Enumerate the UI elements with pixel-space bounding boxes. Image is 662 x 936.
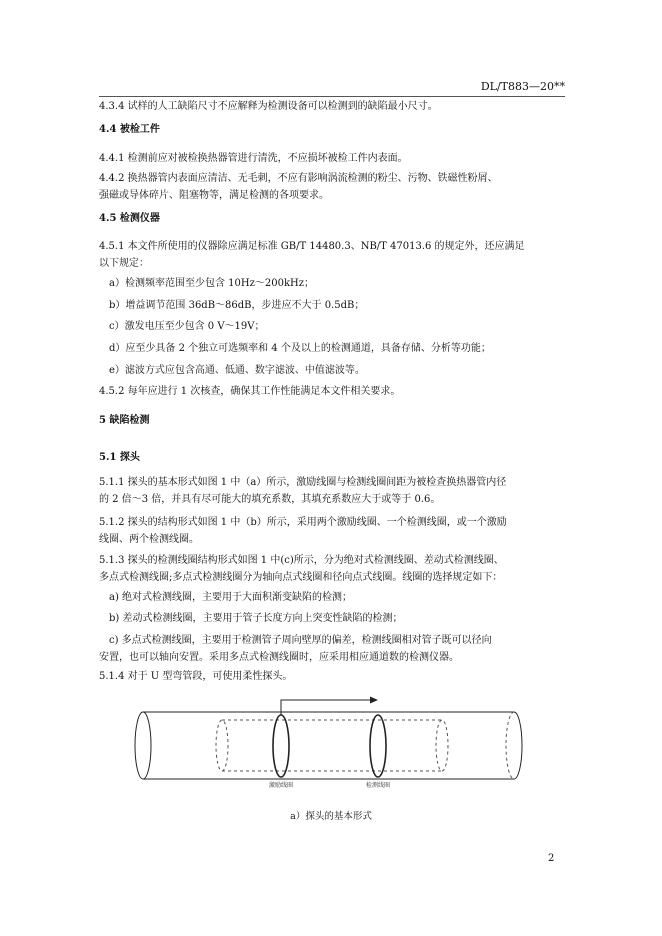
- clause-5-1-1-line1: 5.1.1 探头的基本形式如图 1 中（a）所示，激励线圈与检测线圈间距为被检查换热器管内径: [99, 477, 507, 488]
- list-item-b: b）增益调节范围 36dB～86dB，步进应不大于 0.5dB；: [109, 300, 365, 311]
- detection-coil-label: 检测线圈: [365, 782, 391, 789]
- heading-5: 5 缺陷检测: [99, 415, 150, 426]
- selection-c-line2: 安置，也可以轴向安置。采用多点式检测线圈时，应采用相应通道数的检测仪器。: [99, 652, 459, 663]
- probe-body-left-end: [216, 720, 228, 771]
- clause-4-5-2: 4.5.2 每年应进行 1 次核查，确保其工作性能满足本文件相关要求。: [99, 386, 401, 397]
- clause-5-1-3-line1: 5.1.3 探头的检测线圈结构形式如图 1 中(c)所示，分为绝对式检测线圈、差动式检测线圈、: [99, 555, 504, 566]
- clause-4-5-1-line1: 4.5.1 本文件所使用的仪器除应满足标准 GB/T 14480.3、NB/T 47013.6 的规定外，还应满足: [99, 241, 525, 252]
- clause-4-4-2-line1: 4.4.2 换热器管内表面应清洁、无毛刺，不应有影响涡流检测的粉尘、污物、铁磁性粉屑、: [99, 173, 498, 184]
- clause-4-4-1: 4.4.1 检测前应对被检换热器管进行清洗，不应损坏被检工件内表面。: [99, 153, 408, 164]
- detection-coil-icon: [370, 715, 386, 777]
- selection-a: a) 绝对式检测线圈，主要用于大面积渐变缺陷的检测；: [109, 592, 353, 603]
- tube-right-end: [514, 712, 522, 779]
- selection-b: b) 差动式检测线圈，主要用于管子长度方向上突变性缺陷的检测；: [109, 613, 403, 624]
- clause-5-1-2-line2: 线圈、两个检测线圈。: [99, 534, 199, 545]
- list-item-d: d）应至少具备 2 个独立可选频率和 4 个及以上的检测通道，具备存储、分析等功能；: [109, 343, 491, 354]
- clause-4-4-2-line2: 强磁或导体碎片、阻塞物等，满足检测的各项要求。: [99, 190, 329, 201]
- tube-left-end: [135, 712, 151, 779]
- page-number: 2: [548, 853, 555, 864]
- heading-4-4: 4.4 被检工件: [99, 124, 160, 135]
- list-item-a: a）检测频率范围至少包含 10Hz～200kHz；: [109, 278, 314, 289]
- list-item-c: c）激发电压至少包含 0 V～19V；: [109, 321, 265, 332]
- clause-4-5-1-line2: 以下规定：: [99, 258, 149, 269]
- probe-diagram: [0, 690, 662, 800]
- clause-5-1-4: 5.1.4 对于 U 型弯管段，可使用柔性探头。: [99, 671, 293, 682]
- document-id: DL/T883—20**: [480, 80, 565, 93]
- clause-5-1-3-line2: 多点式检测线圈;多点式检测线圈分为轴向点式线圈和径向点式线圈。线圈的选择规定如下：: [99, 572, 503, 583]
- clause-4-3-4: 4.3.4 试样的人工缺陷尺寸不应解释为检测设备可以检测到的缺陷最小尺寸。: [99, 101, 438, 112]
- list-item-e: e）滤波方式应包含高通、低通、数字滤波、中值滤波等。: [109, 365, 365, 376]
- clause-5-1-2-line1: 5.1.2 探头的结构形式如图 1 中（b）所示，采用两个激励线圈、一个检测线圈，或一个激励: [99, 517, 507, 528]
- probe-body-right-end: [436, 720, 448, 771]
- selection-c-line1: c) 多点式检测线圈，主要用于检测管子周向壁厚的偏差，检测线圈相对管子既可以径向: [109, 635, 492, 646]
- heading-4-5: 4.5 检测仪器: [99, 213, 160, 224]
- excitation-coil-label: 激励线圈: [268, 782, 294, 789]
- header-rule: [99, 96, 565, 97]
- spacing-arrowhead-icon: [370, 697, 378, 704]
- spacing-arrow: [281, 700, 372, 715]
- excitation-coil-icon: [273, 715, 289, 777]
- heading-5-1: 5.1 探头: [99, 452, 140, 463]
- figure-caption: a）探头的基本形式: [290, 811, 372, 822]
- clause-5-1-1-line2: 的 2 倍～3 倍，并具有尽可能大的填充系数，其填充系数应大于或等于 0.6。: [99, 494, 441, 505]
